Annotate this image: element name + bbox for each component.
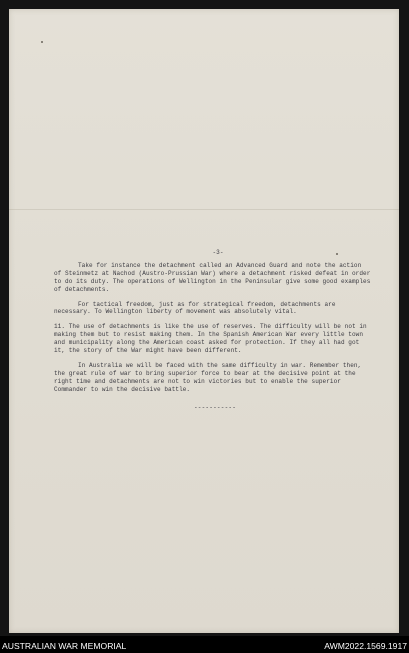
paragraph-australia (54, 362, 372, 394)
page-fold-line (9, 209, 399, 210)
paragraph-tactical-freedom (54, 301, 372, 317)
paragraph-number: 11. (54, 323, 66, 331)
paper-speck (41, 41, 43, 43)
typed-text-block (54, 249, 375, 412)
paragraph-text: Take for instance the detachment called an Advanced Guard and note the action of Steinmetz at Nachod (Austro-Prussian War) where a detachment risked defeat in order to do its duty. The operations of Wellington in the Peninsular give some good examples of detachments. (54, 261, 375, 293)
footer-bar (0, 636, 409, 653)
paragraph-numbered-11 (54, 323, 372, 355)
paragraph-advanced-guard (54, 261, 375, 294)
paragraph-text: In Australia we will be faced with the same difficulty in war. Remember then, the great rule of war to bring superior force to bear at the decisive point at the right time and detachments are not to win victories but to enable the superior Commander to win the decisive battle. (54, 361, 365, 393)
page-number: -3- (212, 249, 224, 256)
paragraph-text: The use of detachments is like the use of reserves. The difficulty will be not in making them but to resist making them. In the Spanish American War every little town and municipality along the American coast asked for protection. If they all had got it, the story of the War might have been different. (54, 323, 367, 355)
paragraph-text: For tactical freedom, just as for strategical freedom, detachments are necessary. To Wellington liberty of movement was absolutely vital. (54, 300, 340, 316)
item-reference: AWM2022.1569.1917 (324, 641, 407, 651)
closing-dashes: ----------- (193, 403, 237, 411)
institution-name: AUSTRALIAN WAR MEMORIAL (2, 641, 127, 651)
